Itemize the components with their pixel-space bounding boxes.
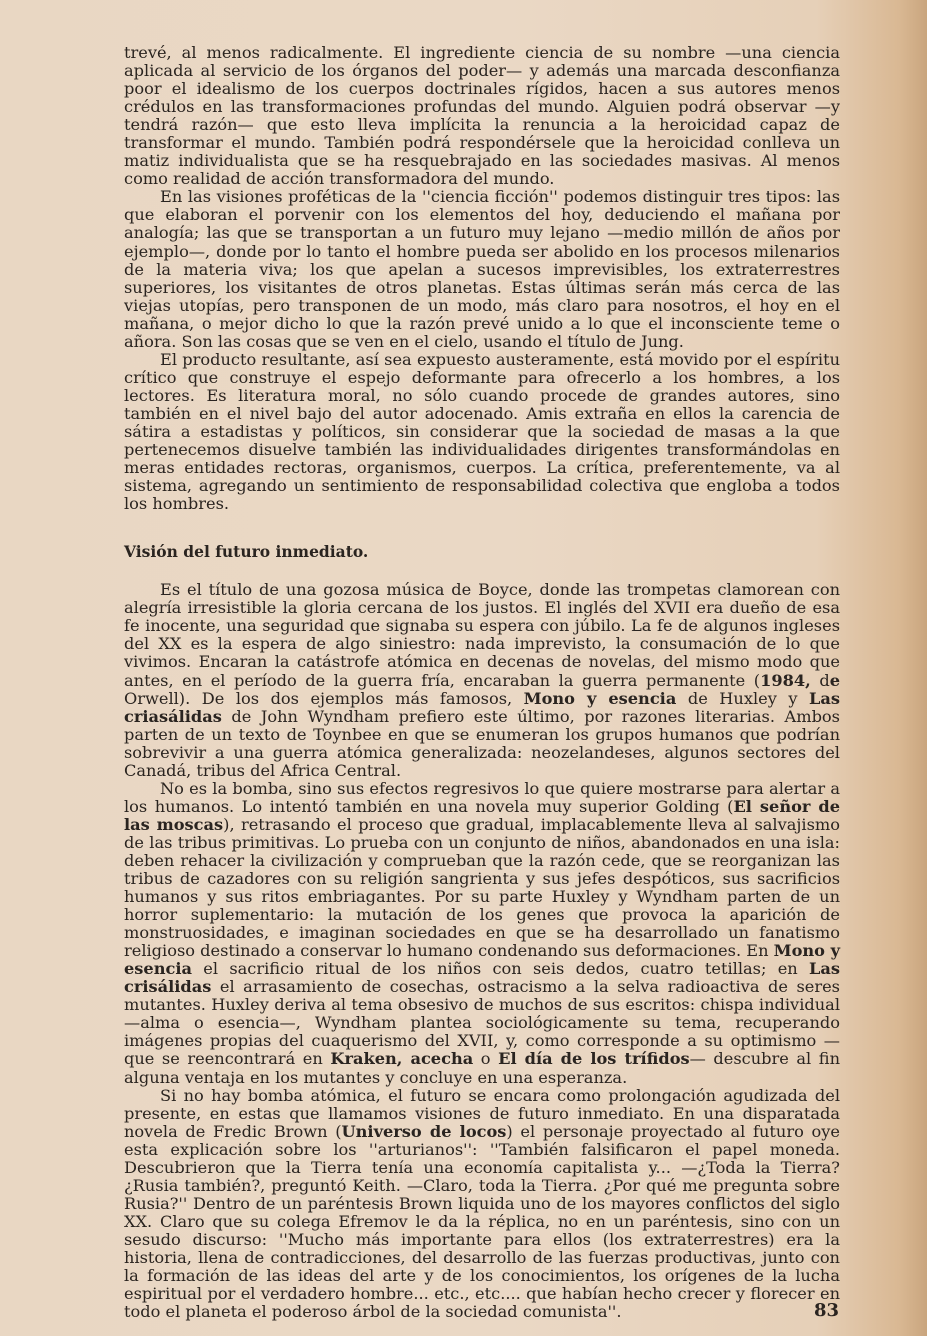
section-heading: Visión del futuro inmediato.: [124, 542, 369, 562]
text-run-bold: e: [829, 670, 840, 690]
text-run: Orwell). De los dos ejemplos más famosos,: [124, 688, 524, 708]
text-run: Si no hay bomba atómica, el futuro se encara como prolongación agudizada del presente, en estas que llamamos visiones de futuro inmediato. En una disparatada novela de Fredic Brown (: [124, 1085, 840, 1141]
book-title-las-crisalidas: Las crisálidas: [124, 959, 840, 997]
text-run: Es el título de una gozosa música de Boyce, donde las trompetas clamorean con alegría irresistible la gloria cercana de los justos. El inglés del XVII era dueño de esa fe inocente, una seguridad que signaba su espera con júbilo. La fe de algunos ingleses del XX es la espera de algo siniestro: nada imprevisto, la consumación de lo que vivimos. Encaran la catástrofe atómica en decenas de novelas, del mismo modo que antes, en el período de la guerra fría, encaraban la guerra permanente (: [124, 580, 840, 690]
text-run: ), retrasando el proceso que gradual, implacablemente lleva al salvajismo de las tribus primitivas. Lo prueba con un conjunto de niños, abandonados en una isla: deben rehacer la civilización y comprueban que la razón cede, que se reorganizan las tribus de cazadores con su religión sangrienta y sus jefes despóticos, sus sacrificios humanos y sus ritos embriagantes. Por su parte Huxley y Wyndham parten de un horror suplementario: la mutación de los genes que provoca la aparición de monstruosidades, e imaginan sociedades en que se ha desarrollado un fanatismo religioso destinado a conservar lo humano condenando sus deformaciones. En: [124, 814, 840, 961]
text-run: — descubre al fin alguna ventaja en los mutantes y concluye en una esperanza.: [124, 1049, 840, 1087]
book-title-mono-y-esencia: Mono y esencia: [523, 688, 677, 708]
book-title-1984: 1984,: [760, 670, 811, 690]
paragraph-1: trevé, al menos radicalmente. El ingrediente ciencia de su nombre —una ciencia aplicada al servicio de los órganos del poder— y además una marcada desconfianza poor el idealismo de los cuerpos doctrinales rígidos, hacen a sus autores menos crédulos en las transformaciones profundas del mundo. Alguien podrá observar —y tendrá razón— que esto lleva implícita la renuncia a la heroicidad capaz de transformar el mundo. También podrá respondérsele que la heroicidad conlleva un matiz individualista que se ha resquebrajado en las sociedades masivas. Al menos como realidad de acción transformadora del mundo.: [124, 43, 840, 189]
book-title-el-dia-de-los-trifidos: El día de los trífidos: [498, 1049, 690, 1069]
book-title-kraken-acecha: Kraken, acecha: [330, 1049, 474, 1069]
page-number: 83: [814, 1300, 840, 1321]
paragraph-6: [124, 1087, 840, 1322]
text-run: No es la bomba, sino sus efectos regresivos lo que quiere mostrarse para alertar a los humanos. Lo intentó también en una novela muy superior Golding (: [124, 778, 840, 816]
paragraph-3: El producto resultante, así sea expuesto austeramente, está movido por el espíritu crítico que construye el espejo deformante para ofrecerlo a los hombres, a los lectores. Es literatura moral, no sólo cuando procede de grandes autores, sino también en el nivel bajo del autor adocenado. Amis extraña en ellos la carencia de sátira a estadistas y políticos, sin considerar que la sociedad de masas a la que pertenecemos disuelve también las individualidades dirigentes transformándolas en meras entidades rectoras, organismos, cuerpos. La crítica, preferentemente, va al sistema, agregando un sentimiento de responsabilidad colectiva que engloba a todos los hombres.: [124, 349, 840, 514]
paragraph-5: [124, 780, 840, 1087]
text-run: el sacrificio ritual de los niños con seis dedos, cuatro tetillas; en: [191, 959, 810, 979]
text-run: el arrasamiento de cosechas, ostracismo a la selva radioactiva de seres mutantes. Huxley deriva al tema obsesivo de muchos de sus escritos: chispa individual —alma o esencia—, Wyndham plantea sociológicamente su tema, recuperando imágenes propias del cuaquerismo del XVII, y, como corresponde a su optimismo —que se reencontrará en: [124, 977, 840, 1069]
text-run: de John Wyndham prefiero este último, por razones literarias. Ambos parten de un texto de Toynbee en que se enumeran los grupos humanos que podrían sobrevivir a una guerra atómica generalizada: neozelandeses, algunos sectores del Canadá, tribus del Africa Central.: [124, 706, 840, 780]
book-title-mono-y-esencia: Mono y esencia: [124, 941, 840, 979]
text-run: d: [810, 670, 830, 690]
text-run: o: [473, 1049, 499, 1069]
text-run: ) el personaje proyectado al futuro oye esta explicación sobre los ''arturianos'': ''También falsificaron el papel moneda. Descubrieron que la Tierra tenía una economía capitalista y... —¿Toda la Tierra? ¿Rusia también?, preguntó Keith. —Claro, toda la Tierra. ¿Por qué me pregunta sobre Rusia?'' Dentro de un paréntesis Brown liquida uno de los mayores conflictos del siglo XX. Claro que su colega Efremov le da la réplica, no en un paréntesis, sino con un sesudo discurso: ''Mucho más importante para ellos (los extraterrestres) era la historia, llena de contradicciones, del desarrollo de las fuerzas productivas, junto con la formación de las ideas del arte y de los conocimientos, los orígenes de la lucha espiritual por el verdadero hombre... etc., etc.... que habían hecho crecer y florecer en todo el planeta el poderoso árbol de la sociedad comunista''.: [124, 1121, 840, 1322]
book-title-el-senor-de-las-moscas: El señor de las moscas: [124, 796, 840, 834]
book-title-universo-de-locos: Universo de locos: [341, 1121, 507, 1141]
book-title-las-criasalidas: Las criasálidas: [124, 688, 840, 726]
paragraph-2: En las visiones proféticas de la ''ciencia ficción'' podemos distinguir tres tipos: las que elaboran el porvenir con los elementos del hoy, deduciendo el mañana por analogía; las que se transportan a un futuro muy lejano —medio millón de años por ejemplo—, donde por lo tanto el hombre pueda ser abolido en los procesos milenarios de la materia viva; los que apelan a sucesos imprevisibles, los extraterrestres superiores, los visitantes de otros planetas. Estas últimas serán más cerca de las viejas utopías, pero transponen de un modo, más claro para nosotros, el hoy en el mañana, o mejor dicho lo que la razón prevé unido a lo que el inconsciente teme o añora. Son las cosas que se ven en el cielo, usando el título de Jung.: [124, 187, 840, 351]
text-run: de Huxley y: [676, 688, 810, 708]
body-text: [124, 44, 840, 1321]
paragraph-4: [124, 581, 840, 780]
